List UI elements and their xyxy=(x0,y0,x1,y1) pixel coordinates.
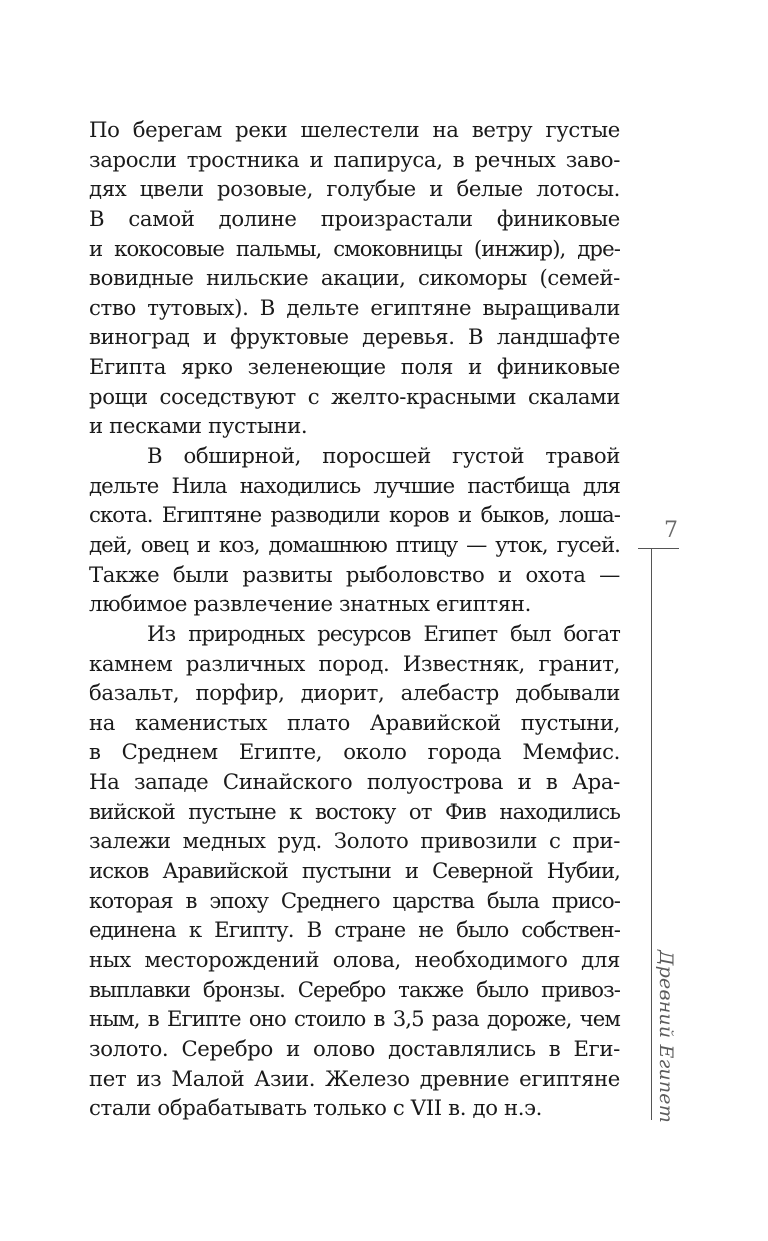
text-line: заросли тростника и папируса, в речных заво- xyxy=(89,146,620,172)
text-line: в Среднем Египте, около города Мемфис. xyxy=(89,739,620,765)
margin-vertical-rule xyxy=(651,548,652,1120)
text-line: на каменистых плато Аравийской пустыни, xyxy=(89,709,620,735)
text-line: пет из Малой Азии. Железо древние египтяне xyxy=(89,1065,620,1091)
text-line: Из природных ресурсов Египет был богат xyxy=(147,620,620,646)
text-line: базальт, порфир, диорит, алебастр добывали xyxy=(89,680,620,706)
text-line: дельте Нила находились лучшие пастбища для xyxy=(89,472,620,498)
text-line: золото. Серебро и олово доставлялись в Еги- xyxy=(89,1035,620,1061)
text-line: залежи медных руд. Золото привозили с при- xyxy=(89,828,620,854)
text-line: любимое развлечение знатных египтян. xyxy=(89,591,531,617)
text-line: ным, в Египте оно стоило в 3,5 раза дороже, чем xyxy=(89,1006,620,1032)
text-line: стали обрабатывать только с VII в. до н.э. xyxy=(89,1095,543,1121)
text-line: камнем различных пород. Известняк, гранит, xyxy=(89,650,620,676)
folio-horizontal-rule xyxy=(638,548,679,549)
running-head: Древний Египет xyxy=(655,950,677,1123)
text-line: ство тутовых). В дельте египтяне выращивали xyxy=(89,294,620,320)
text-line: По берегам реки шелестели на ветру густые xyxy=(89,117,620,142)
text-line: Также были развиты рыболовство и охота — xyxy=(89,561,620,587)
text-line: единена к Египту. В стране не было собствен- xyxy=(89,917,620,943)
text-line: которая в эпоху Среднего царства была присо- xyxy=(89,887,620,913)
text-line: дях цвели розовые, голубые и белые лотосы. xyxy=(89,176,620,202)
text-line: и кокосовые пальмы, смоковницы (инжир), дре- xyxy=(89,235,620,261)
text-line: Египта ярко зеленеющие поля и финиковые xyxy=(89,354,620,380)
paragraph-1 xyxy=(89,115,620,441)
text-line: вовидные нильские акации, сикоморы (семей- xyxy=(89,265,620,291)
page-number: 7 xyxy=(664,518,678,543)
text-line: ных месторождений олова, необходимого для xyxy=(89,946,620,972)
text-line: В обширной, поросшей густой травой xyxy=(147,443,620,469)
text-line: виноград и фруктовые деревья. В ландшафте xyxy=(89,324,620,350)
text-line: В самой долине произрастали финиковые xyxy=(89,205,620,231)
text-line: вийской пустыне к востоку от Фив находились xyxy=(89,798,620,824)
text-line: исков Аравийской пустыни и Северной Нубии, xyxy=(89,858,620,884)
text-line: и песками пустыни. xyxy=(89,413,308,439)
text-line: выплавки бронзы. Серебро также было привоз- xyxy=(89,976,620,1002)
body-text xyxy=(89,115,620,1123)
text-line: скота. Египтяне разводили коров и быков, лоша- xyxy=(89,502,620,528)
paragraph-2 xyxy=(89,441,620,619)
text-line: рощи соседствуют с желто-красными скалами xyxy=(89,383,620,409)
text-line: На западе Синайского полуострова и в Ара- xyxy=(89,769,620,795)
paragraph-3 xyxy=(89,619,620,1123)
text-line: дей, овец и коз, домашнюю птицу — уток, гусей. xyxy=(89,531,620,557)
